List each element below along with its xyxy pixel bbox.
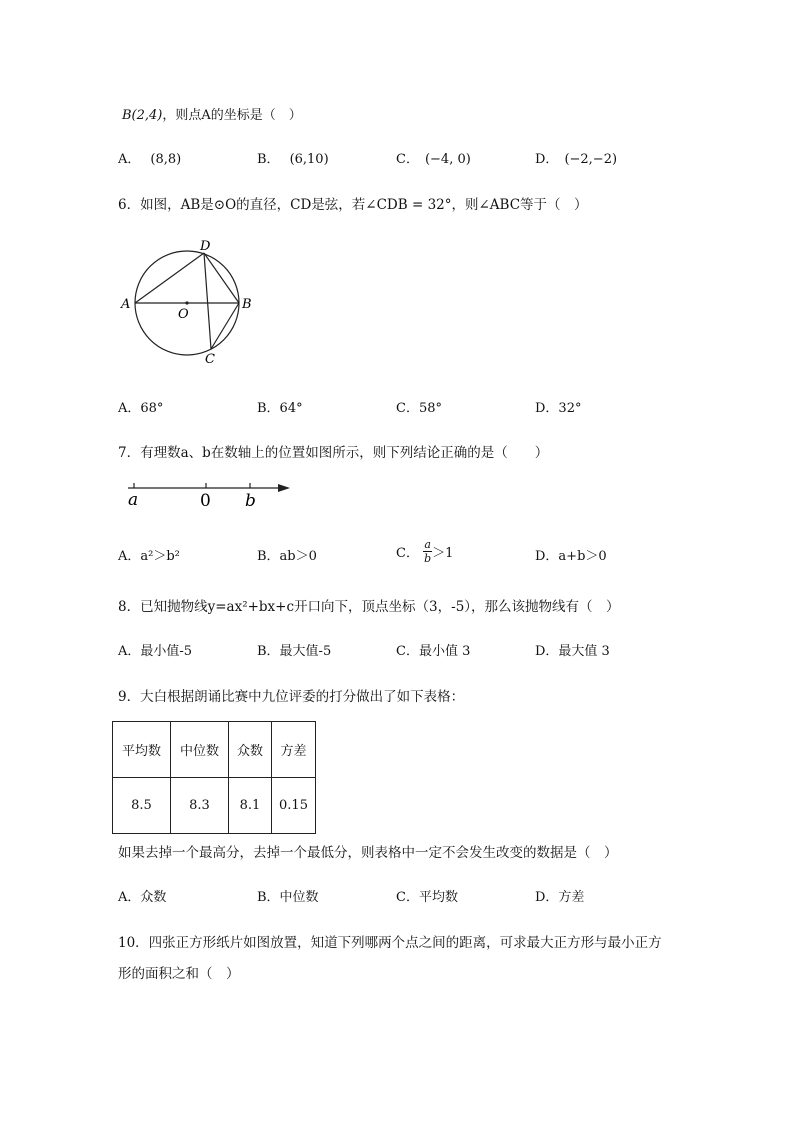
value-median: 8.3 — [171, 778, 229, 834]
q8-stem: 8．已知抛物线y=ax²+bx+c开口向下，顶点坐标（3，-5），那么该抛物线有（ ） — [118, 599, 620, 615]
table-header-row — [113, 722, 316, 778]
center-point — [185, 301, 188, 304]
q6-option-b: B．64° — [257, 401, 303, 416]
label-b: b — [245, 491, 256, 511]
label-b: B — [242, 297, 252, 312]
q5-option-a: A． (8,8) — [118, 152, 182, 167]
header-variance: 方差 — [272, 722, 316, 778]
q5-option-b: B． (6,10) — [257, 152, 329, 167]
header-mode: 众数 — [229, 722, 272, 778]
q9-option-d: D．方差 — [535, 890, 585, 905]
q7-fraction: $\frac{a}{b}$ — [424, 538, 432, 565]
q7-number-line — [118, 474, 298, 514]
q9-stats-table — [112, 721, 316, 834]
q5-point-b: B(2,4) — [122, 108, 163, 123]
value-mean: 8.5 — [113, 778, 171, 834]
q5-stem — [122, 104, 302, 123]
label-o: O — [178, 307, 189, 322]
q10-stem-line1: 10．四张正方形纸片如图放置，知道下列哪两个点之间的距离，可求最大正方形与最小正方 — [118, 935, 662, 951]
header-median: 中位数 — [171, 722, 229, 778]
label-a: a — [128, 490, 139, 510]
chord-ad — [135, 253, 204, 303]
q7-option-d: D．a+b＞0 — [535, 549, 607, 564]
q5-stem-text: ，则点A的坐标是（ ） — [162, 108, 302, 123]
label-d: D — [200, 239, 211, 254]
label-zero: 0 — [200, 491, 211, 511]
q7-stem: 7．有理数a、b在数轴上的位置如图所示，则下列结论正确的是（ ） — [118, 445, 549, 461]
q8-option-c: C．最小值 3 — [396, 644, 471, 659]
q7-option-b: B．ab＞0 — [257, 549, 317, 564]
label-a: A — [121, 297, 131, 312]
q9-stem: 9．大白根据朗诵比赛中九位评委的打分做出了如下表格： — [118, 689, 465, 705]
q8-option-a: A．最小值-5 — [118, 644, 193, 659]
q9-followup: 如果去掉一个最高分，去掉一个最低分，则表格中一定不会发生改变的数据是（ ） — [118, 845, 618, 861]
axis-arrow — [278, 484, 290, 492]
q8-option-b: B．最大值-5 — [257, 644, 332, 659]
q6-option-a: A．68° — [118, 401, 164, 416]
q10-stem-line2: 形的面积之和（ ） — [118, 966, 240, 982]
q6-option-d: D．32° — [535, 401, 582, 416]
q9-option-c: C．平均数 — [396, 890, 458, 905]
value-variance: 0.15 — [272, 778, 316, 834]
q9-option-b: B．中位数 — [257, 890, 319, 905]
label-c: C — [205, 352, 215, 367]
header-mean: 平均数 — [113, 722, 171, 778]
chord-dc — [204, 253, 211, 349]
chord-bc — [211, 303, 239, 349]
q5-option-c: C． (−4, 0) — [396, 152, 471, 167]
q8-option-d: D．最大值 3 — [535, 644, 610, 659]
chord-db — [204, 253, 239, 303]
q5-option-d: D． (−2,−2) — [535, 152, 618, 167]
value-mode: 8.1 — [229, 778, 272, 834]
q7-option-c: C． $\frac{a}{b}$ ＞1 — [396, 538, 454, 565]
q7-option-a: A．a²＞b² — [118, 549, 180, 564]
q6-circle-figure — [115, 235, 285, 370]
table-value-row — [113, 778, 316, 834]
q6-stem: 6．如图，AB是⊙O的直径，CD是弦，若∠CDB = 32°，则∠ABC等于（ ） — [118, 197, 588, 213]
q9-option-a: A．众数 — [118, 890, 167, 905]
q6-option-c: C．58° — [396, 401, 442, 416]
